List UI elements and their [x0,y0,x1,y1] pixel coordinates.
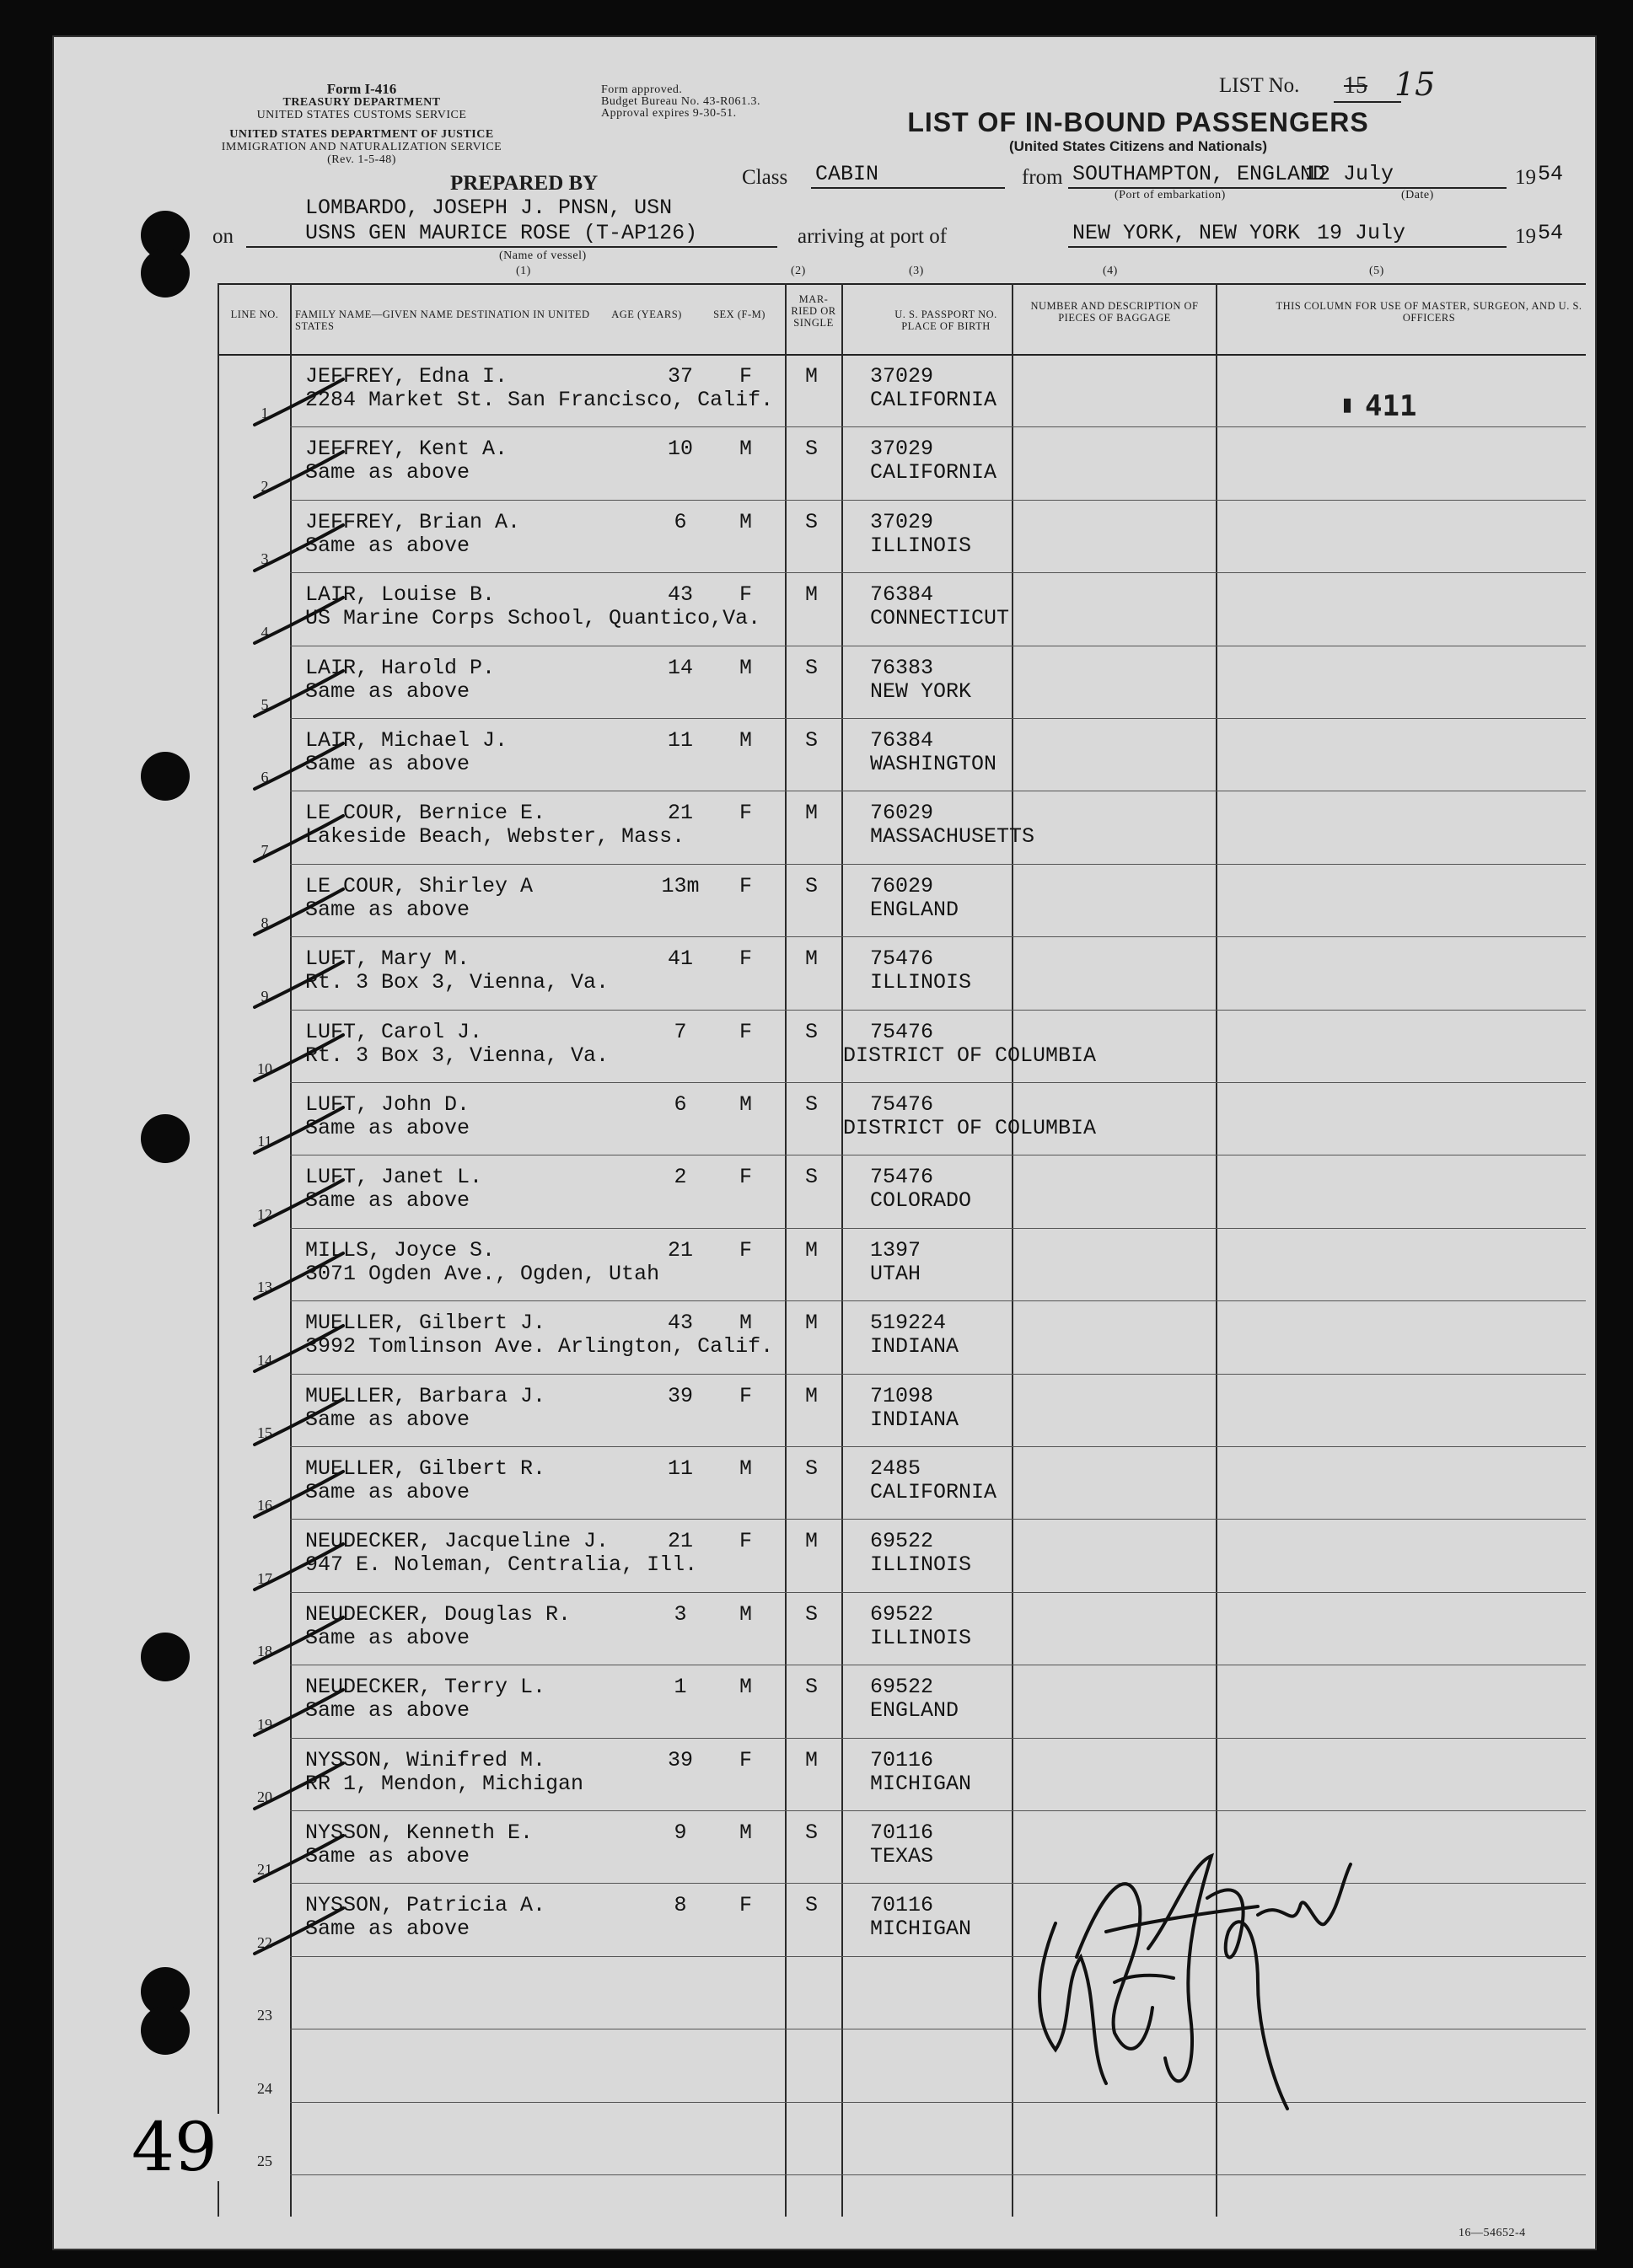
passenger-age: 13m [661,873,700,898]
passenger-destination: Rt. 3 Box 3, Vienna, Va. [305,1043,610,1068]
place-of-birth: ILLINOIS [870,970,972,995]
passenger-sex: M [739,1601,753,1627]
checkmark-icon [250,664,352,723]
passenger-sex: M [739,437,753,462]
place-of-birth: INDIANA [870,1407,959,1432]
passenger-age: 37 [667,364,693,389]
arriving-label: arriving at port of [798,225,948,248]
passenger-sex: M [739,1092,753,1117]
line-number: 19 [257,1715,272,1733]
passenger-name: LAIR, Harold P. [305,655,496,680]
passenger-destination: 947 E. Noleman, Centralia, Ill. [305,1552,698,1578]
class-label: Class [742,166,788,189]
passenger-age: 21 [667,801,693,826]
from-year-prefix: 19 [1515,166,1536,189]
passenger-age: 2 [674,1165,687,1190]
line-number: 7 [261,841,269,859]
passenger-age: 1 [674,1675,687,1700]
line-number: 18 [257,1643,272,1660]
passport-number: 71098 [870,1383,934,1408]
line-number: 16 [257,1497,272,1515]
passenger-sex: F [739,1165,753,1190]
place-of-birth: DISTRICT OF COLUMBIA [843,1116,1097,1140]
checkmark-icon [250,1683,352,1742]
punch-hole [141,249,190,298]
checkmark-icon [250,1611,352,1670]
passenger-name: NEUDECKER, Terry L. [305,1675,546,1700]
passenger-destination: Lakeside Beach, Webster, Mass. [305,824,685,850]
line-number: 9 [261,987,269,1005]
passenger-sex: M [739,509,753,534]
place-of-birth: ENGLAND [870,897,959,922]
passport-number: 37029 [870,437,934,462]
approval-line: Budget Bureau No. 43-R061.3. [601,95,760,108]
place-of-birth: INDIANA [870,1334,959,1359]
passenger-marital-status: M [805,1529,819,1554]
line-number: 5 [261,696,269,713]
passport-number: 70116 [870,1820,934,1845]
list-no-struck: 15 [1344,72,1367,99]
checkmark-icon [250,1101,352,1160]
passenger-destination: 3071 Ogden Ave., Ogden, Utah [305,1261,660,1286]
prepared-by-label: PREPARED BY [450,172,599,195]
place-of-birth: DISTRICT OF COLUMBIA [843,1043,1097,1068]
passenger-name: LUFT, Janet L. [305,1165,483,1190]
checkmark-icon [250,955,352,1014]
passenger-marital-status: S [805,655,819,680]
passenger-name: NYSSON, Patricia A. [305,1893,546,1918]
line-number: 6 [261,769,269,786]
passenger-age: 14 [667,655,693,680]
passenger-marital-status: M [805,801,819,826]
col-header-line: LINE NO. [230,308,279,320]
passport-number: 75476 [870,1019,934,1044]
col-number: (1) [516,265,531,277]
place-of-birth: ILLINOIS [870,1625,972,1650]
port-embark-caption: (Port of embarkation) [1115,189,1226,201]
passenger-destination: Same as above [305,1407,470,1432]
passenger-destination: Same as above [305,1116,470,1140]
passenger-sex: F [739,1893,753,1918]
passenger-age: 39 [667,1747,693,1772]
place-of-birth: ILLINOIS [870,533,972,558]
passenger-age: 21 [667,1237,693,1263]
passenger-destination: Same as above [305,678,470,704]
line-number: 13 [257,1279,272,1296]
passport-number: 75476 [870,1092,934,1117]
passenger-destination: Same as above [305,1917,470,1942]
stamp-mark-icon: ▮ [1342,394,1353,415]
passenger-name: NEUDECKER, Jacqueline J. [305,1529,610,1554]
passport-number: 37029 [870,364,934,389]
line-number: 25 [257,2153,272,2169]
punch-hole [141,752,190,801]
passport-number: 76029 [870,873,934,898]
passenger-sex: F [739,1383,753,1408]
passenger-age: 6 [674,1092,687,1117]
checkmark-icon [250,1465,352,1524]
line-number: 2 [261,477,269,495]
passenger-destination: 3992 Tomlinson Ave. Arlington, Calif. [305,1334,774,1359]
passport-number: 37029 [870,509,934,534]
passenger-destination: Rt. 3 Box 3, Vienna, Va. [305,970,610,995]
line-number: 22 [257,1933,272,1951]
place-of-birth: NEW YORK [870,678,972,704]
passenger-destination: Same as above [305,752,470,776]
passenger-destination: Same as above [305,460,470,485]
col-header-name: FAMILY NAME—GIVEN NAME DESTINATION IN UNITED STATES [295,308,590,332]
passenger-destination: Same as above [305,897,470,922]
line-number: 24 [257,2079,272,2097]
punch-hole [141,2006,190,2055]
from-port: SOUTHAMPTON, ENGLAND [1072,162,1326,186]
passenger-destination: US Marine Corps School, Quantico,Va. [305,606,761,631]
passenger-marital-status: S [805,1165,819,1190]
place-of-birth: MICHIGAN [870,1917,972,1942]
line-number: 10 [257,1060,272,1077]
approval-line: Approval expires 9-30-51. [601,107,737,120]
passenger-sex: F [739,364,753,389]
revision: (Rev. 1-5-48) [327,153,396,166]
passenger-name: MUELLER, Gilbert J. [305,1311,546,1336]
ins-service: IMMIGRATION AND NATURALIZATION SERVICE [221,141,502,153]
checkmark-icon [250,373,352,432]
place-of-birth: MICHIGAN [870,1771,972,1796]
officer-stamp-number: 411 [1365,389,1417,423]
passenger-age: 11 [667,728,693,753]
on-label: on [212,225,234,248]
col-header-married: MAR-RIED OR SINGLE [791,293,836,329]
punch-hole [141,1114,190,1163]
from-year: 54 [1538,162,1564,186]
passenger-sex: F [739,873,753,898]
col-header-sex: SEX (F-M) [713,308,765,320]
passenger-name: LUFT, Mary M. [305,946,470,972]
passenger-name: NYSSON, Winifred M. [305,1747,546,1772]
passenger-sex: F [739,1529,753,1554]
passenger-marital-status: S [805,509,819,534]
arrival-date: 19 July [1317,221,1406,245]
place-of-birth: ENGLAND [870,1698,959,1724]
checkmark-icon [250,1537,352,1596]
passenger-age: 41 [667,946,693,972]
passenger-sex: F [739,1019,753,1044]
col-header-officers: THIS COLUMN FOR USE OF MASTER, SURGEON, AND U. S. OFFICERS [1276,300,1582,324]
passport-number: 76029 [870,801,934,826]
passenger-age: 21 [667,1529,693,1554]
checkmark-icon [250,882,352,941]
checkmark-icon [250,1319,352,1378]
passenger-marital-status: S [805,1820,819,1845]
manifest-sheet [52,35,1597,2250]
col-number: (4) [1103,265,1118,277]
passenger-marital-status: S [805,1456,819,1481]
line-number: 15 [257,1424,272,1441]
passenger-age: 9 [674,1820,687,1845]
checkmark-icon [250,1173,352,1232]
line-number: 14 [257,1351,272,1369]
passenger-age: 43 [667,582,693,608]
date-caption: (Date) [1401,189,1434,201]
passenger-sex: M [739,1820,753,1845]
col-header-age: AGE (YEARS) [611,308,682,320]
passenger-name: LE COUR, Shirley A [305,873,534,898]
passenger-marital-status: S [805,437,819,462]
passenger-sex: M [739,1456,753,1481]
passenger-name: LUFT, Carol J. [305,1019,483,1044]
place-of-birth: ILLINOIS [870,1552,972,1578]
col-header-baggage: NUMBER AND DESCRIPTION OF PIECES OF BAGGAGE [1030,300,1199,324]
passenger-name: NEUDECKER, Douglas R. [305,1601,572,1627]
passenger-sex: M [739,655,753,680]
passenger-sex: F [739,1237,753,1263]
passenger-destination: 2284 Market St. San Francisco, Calif. [305,388,774,412]
place-of-birth: COLORADO [870,1188,972,1214]
passenger-sex: M [739,1311,753,1336]
passenger-destination: RR 1, Mendon, Michigan [305,1771,584,1796]
corner-handwritten-mark: 49 [126,2114,223,2181]
line-number: 20 [257,1788,272,1805]
line-number: 3 [261,550,269,568]
line-number: 23 [257,2007,272,2024]
vessel-name: USNS GEN MAURICE ROSE (T-AP126) [305,221,698,245]
line-number: 1 [261,405,269,422]
checkmark-icon [250,809,352,868]
passenger-destination: Same as above [305,1698,470,1724]
passport-number: 69522 [870,1675,934,1700]
arrival-port: NEW YORK, NEW YORK [1072,221,1301,245]
passenger-name: MUELLER, Gilbert R. [305,1456,546,1481]
passenger-sex: F [739,1747,753,1772]
arrival-year: 54 [1538,221,1564,245]
passenger-sex: F [739,801,753,826]
passenger-age: 11 [667,1456,693,1481]
passenger-destination: Same as above [305,1844,470,1869]
passenger-marital-status: S [805,1019,819,1044]
passenger-marital-status: M [805,1747,819,1772]
passenger-name: LE COUR, Bernice E. [305,801,546,826]
passport-number: 76384 [870,582,934,608]
passenger-name: LUFT, John D. [305,1092,470,1117]
passenger-marital-status: M [805,1237,819,1263]
checkmark-icon [250,1247,352,1306]
passenger-name: JEFFREY, Brian A. [305,509,521,534]
passenger-marital-status: S [805,1675,819,1700]
passenger-sex: F [739,946,753,972]
place-of-birth: UTAH [870,1261,921,1286]
passenger-marital-status: M [805,1383,819,1408]
passport-number: 2485 [870,1456,921,1481]
checkmark-icon [250,591,352,650]
line-number: 17 [257,1569,272,1587]
line-number: 21 [257,1861,272,1879]
list-no-label: LIST No. [1219,74,1300,97]
list-no-handwritten: 15 [1394,66,1436,103]
checkmark-icon [250,445,352,504]
place-of-birth: WASHINGTON [870,752,997,776]
passenger-marital-status: M [805,582,819,608]
customs-service: UNITED STATES CUSTOMS SERVICE [256,109,467,121]
checkmark-icon [250,1829,352,1888]
footer-code: 16—54652-4 [1458,2227,1526,2239]
passenger-age: 6 [674,509,687,534]
passport-number: 69522 [870,1601,934,1627]
page-title: LIST OF IN-BOUND PASSENGERS [907,107,1369,137]
passenger-age: 8 [674,1893,687,1918]
place-of-birth: CONNECTICUT [870,606,1010,631]
passenger-marital-status: M [805,364,819,389]
passenger-marital-status: S [805,1893,819,1918]
approval-line: Form approved. [601,83,683,96]
passenger-sex: M [739,728,753,753]
passenger-name: JEFFREY, Kent A. [305,437,508,462]
passenger-marital-status: S [805,1601,819,1627]
page-subtitle: (United States Citizens and Nationals) [1008,138,1268,154]
place-of-birth: MASSACHUSETTS [870,824,1035,850]
checkmark-icon [250,1392,352,1451]
passenger-name: JEFFREY, Edna I. [305,364,508,389]
passport-number: 1397 [870,1237,921,1263]
passenger-name: LAIR, Louise B. [305,582,496,608]
checkmark-icon [250,1028,352,1087]
arrival-year-prefix: 19 [1515,225,1536,248]
class-value: CABIN [815,162,879,186]
line-number: 4 [261,623,269,641]
passenger-name: MUELLER, Barbara J. [305,1383,546,1408]
place-of-birth: CALIFORNIA [870,460,997,485]
signature-icon [1005,1831,1401,2117]
passport-number: 70116 [870,1893,934,1918]
place-of-birth: CALIFORNIA [870,388,997,412]
passenger-age: 7 [674,1019,687,1044]
form-number: Form I-416 [326,81,397,97]
passenger-destination: Same as above [305,533,470,558]
place-of-birth: CALIFORNIA [870,1480,997,1504]
passenger-destination: Same as above [305,1188,470,1214]
checkmark-icon [250,518,352,577]
col-number: (5) [1369,265,1384,277]
line-number: 12 [257,1205,272,1223]
treasury-dept: TREASURY DEPARTMENT [282,96,441,109]
passenger-marital-status: S [805,1092,819,1117]
passenger-name: NYSSON, Kenneth E. [305,1820,534,1845]
checkmark-icon [250,1756,352,1815]
place-of-birth: TEXAS [870,1844,934,1869]
line-number: 8 [261,914,269,932]
passport-number: 519224 [870,1311,947,1336]
vessel-caption: (Name of vessel) [499,249,587,262]
passenger-marital-status: M [805,946,819,972]
passenger-name: LAIR, Michael J. [305,728,508,753]
from-label: from [1022,166,1063,189]
passenger-marital-status: M [805,1311,819,1336]
passenger-age: 43 [667,1311,693,1336]
justice-dept: UNITED STATES DEPARTMENT OF JUSTICE [229,128,494,141]
passport-number: 75476 [870,1165,934,1190]
passport-number: 76384 [870,728,934,753]
passenger-marital-status: S [805,728,819,753]
passport-number: 70116 [870,1747,934,1772]
passport-number: 75476 [870,946,934,972]
col-number: (3) [909,265,924,277]
passenger-age: 10 [667,437,693,462]
line-number: 11 [257,1133,272,1150]
passport-number: 76383 [870,655,934,680]
prepared-by-name: LOMBARDO, JOSEPH J. PNSN, USN [305,196,673,220]
passenger-sex: M [739,1675,753,1700]
passport-number: 69522 [870,1529,934,1554]
checkmark-icon [250,737,352,796]
col-header-passport: U. S. PASSPORT NO. PLACE OF BIRTH [894,308,997,332]
passenger-marital-status: S [805,873,819,898]
passenger-age: 3 [674,1601,687,1627]
passenger-age: 39 [667,1383,693,1408]
passenger-destination: Same as above [305,1480,470,1504]
checkmark-icon [250,1901,352,1960]
col-number: (2) [791,265,806,277]
from-date: 12 July [1305,162,1394,186]
passenger-destination: Same as above [305,1625,470,1650]
punch-hole [141,1633,190,1681]
passenger-name: MILLS, Joyce S. [305,1237,496,1263]
passenger-sex: F [739,582,753,608]
